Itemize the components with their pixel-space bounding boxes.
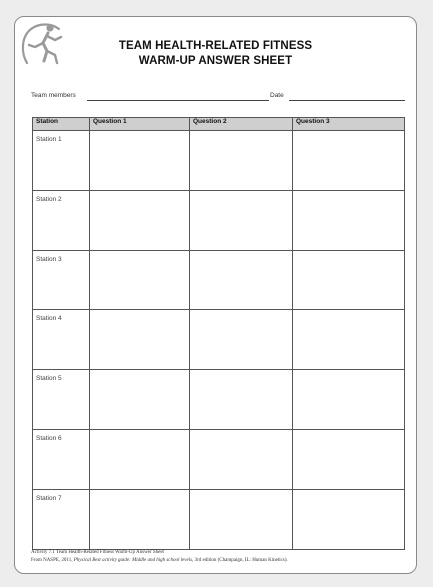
- column-header-question-1: Question 1: [90, 118, 190, 131]
- answer-cell[interactable]: [293, 190, 405, 250]
- team-members-field[interactable]: [87, 100, 269, 101]
- answer-cell[interactable]: [190, 250, 293, 310]
- answer-cell[interactable]: [90, 489, 190, 549]
- source-footer: [31, 549, 288, 565]
- title-line-2: WARM-UP ANSWER SHEET: [138, 55, 293, 67]
- column-header-question-3: Question 3: [293, 118, 405, 131]
- answer-cell[interactable]: [293, 489, 405, 549]
- answer-cell[interactable]: [293, 370, 405, 430]
- station-label: Station 1: [33, 131, 90, 191]
- answer-cell[interactable]: [293, 250, 405, 310]
- station-label: Station 6: [33, 429, 90, 489]
- answer-cell[interactable]: [190, 489, 293, 549]
- station-label: Station 3: [33, 250, 90, 310]
- table-row: [33, 489, 405, 549]
- date-field[interactable]: [289, 100, 405, 101]
- citation-title: Physical Best activity guide: Middle and high school levels: [73, 558, 193, 563]
- sheet-title: [15, 39, 416, 69]
- answer-cell[interactable]: [293, 429, 405, 489]
- header-fields: [31, 91, 405, 105]
- answer-cell[interactable]: [190, 190, 293, 250]
- citation-suffix: , 3rd edition (Champaign, IL: Human Kinetics).: [192, 558, 288, 563]
- answer-cell[interactable]: [190, 131, 293, 191]
- answer-cell[interactable]: [90, 429, 190, 489]
- station-label: Station 5: [33, 370, 90, 430]
- station-label: Station 4: [33, 310, 90, 370]
- answer-cell[interactable]: [190, 429, 293, 489]
- answer-cell[interactable]: [190, 310, 293, 370]
- team-members-label: Team members: [31, 92, 76, 99]
- table-row: [33, 131, 405, 191]
- answer-cell[interactable]: [190, 370, 293, 430]
- answer-cell[interactable]: [90, 190, 190, 250]
- answer-cell[interactable]: [90, 370, 190, 430]
- table-row: [33, 429, 405, 489]
- answer-table: [32, 117, 405, 550]
- column-header-station: Station: [33, 118, 90, 131]
- citation-prefix: From NASPE, 2011,: [31, 558, 74, 563]
- answer-cell[interactable]: [90, 131, 190, 191]
- date-label: Date: [270, 92, 284, 99]
- answer-cell[interactable]: [90, 310, 190, 370]
- table-row: [33, 250, 405, 310]
- table-row: [33, 370, 405, 430]
- source-citation: [31, 557, 288, 565]
- answer-cell[interactable]: [293, 310, 405, 370]
- table-header-row: [33, 118, 405, 131]
- column-header-question-2: Question 2: [190, 118, 293, 131]
- answer-cell[interactable]: [293, 131, 405, 191]
- activity-caption: Activity 7.1 Team Health-Related Fitness Warm-Up Answer Sheet: [31, 550, 164, 555]
- title-line-1: TEAM HEALTH-RELATED FITNESS: [118, 40, 313, 52]
- answer-cell[interactable]: [90, 250, 190, 310]
- station-label: Station 7: [33, 489, 90, 549]
- answer-sheet: [14, 16, 417, 574]
- table-row: [33, 190, 405, 250]
- station-label: Station 2: [33, 190, 90, 250]
- table-row: [33, 310, 405, 370]
